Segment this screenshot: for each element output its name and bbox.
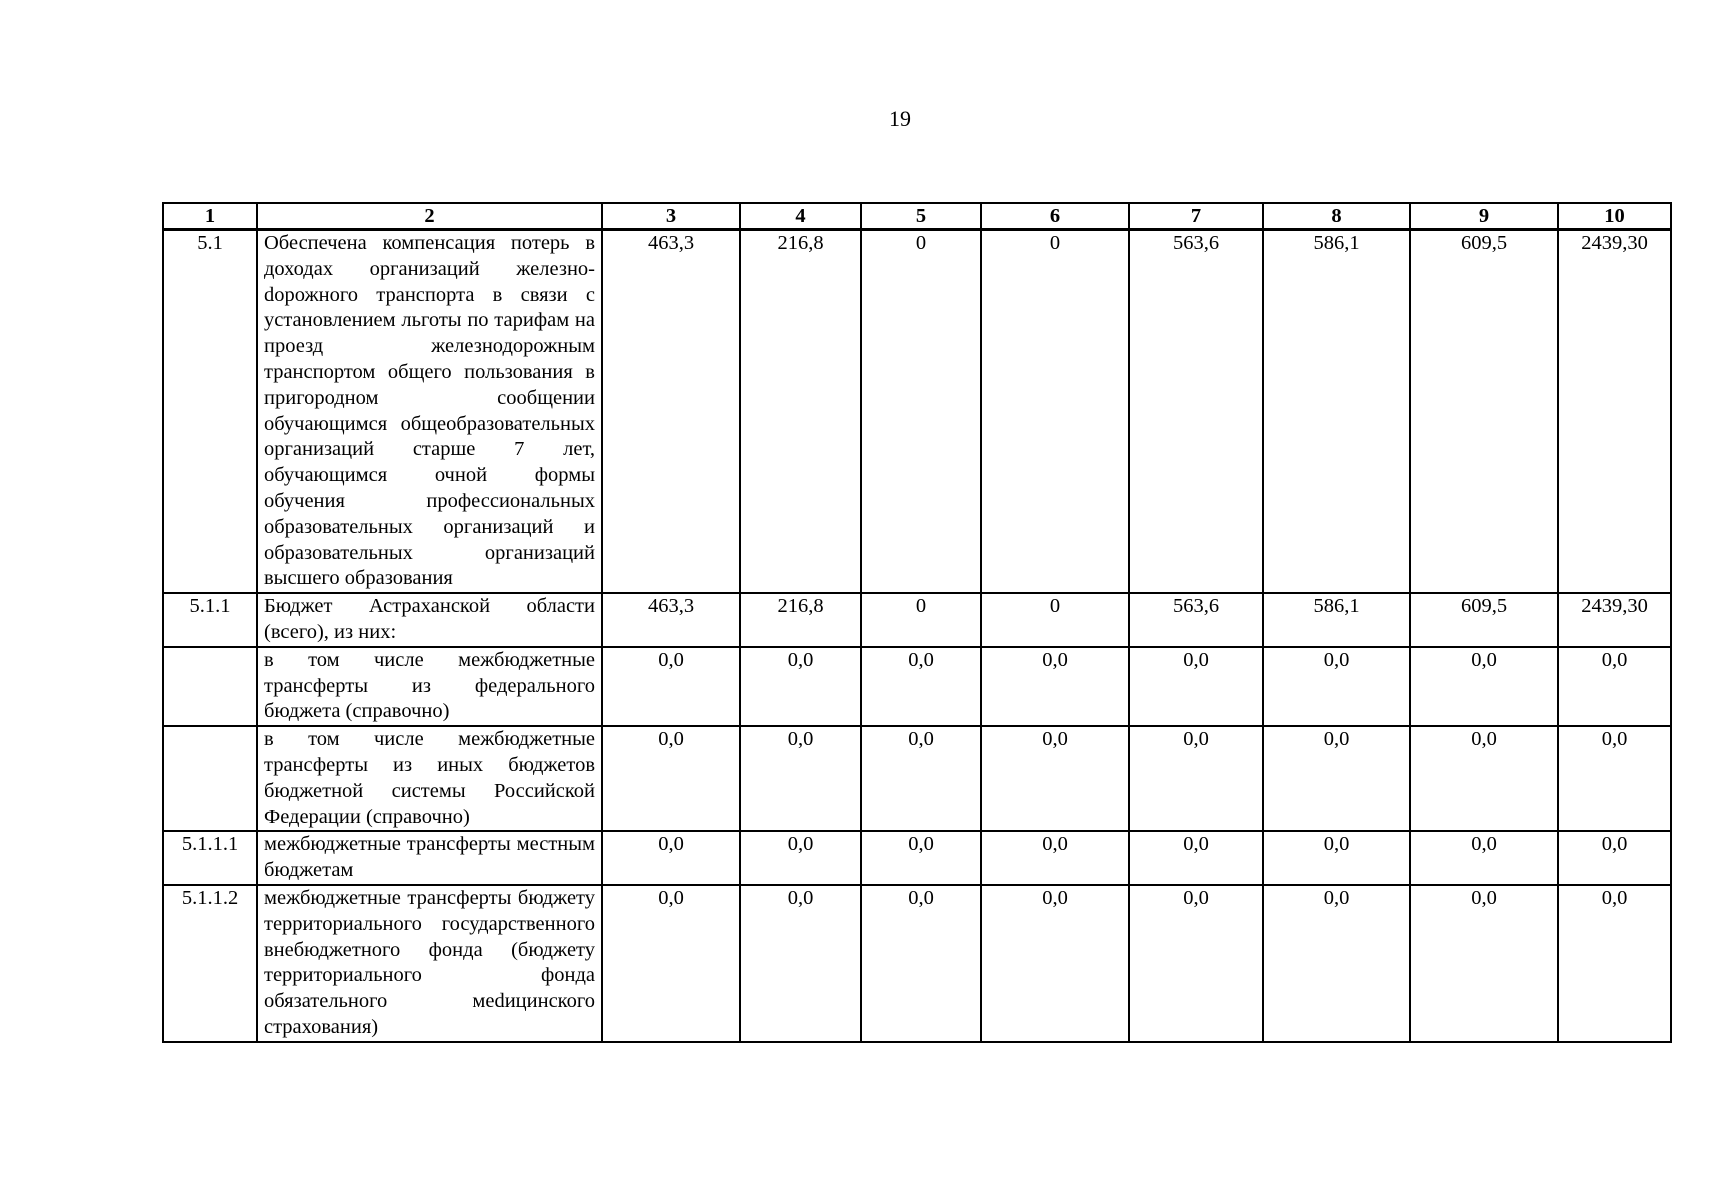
value-cell: 0,0: [1410, 885, 1558, 1042]
value-cell: 0,0: [981, 885, 1129, 1042]
header-row: [163, 203, 1671, 230]
value-cell: 0,0: [1129, 647, 1263, 726]
value-cell: 0,0: [981, 647, 1129, 726]
value-cell: 0,0: [981, 831, 1129, 885]
value-cell: 0,0: [602, 831, 740, 885]
row-index: 5.1.1.1: [163, 831, 257, 885]
value-cell: 0: [861, 593, 981, 647]
value-cell: 0: [861, 230, 981, 594]
row-description: в том числе межбюджетные трансферты из иных бюджетов бюджетной системы Российской Федерации (справочно): [257, 726, 602, 831]
column-header: 8: [1263, 203, 1410, 230]
value-cell: 586,1: [1263, 230, 1410, 594]
value-cell: 586,1: [1263, 593, 1410, 647]
table-row: [163, 726, 1671, 831]
value-cell: 0,0: [1263, 647, 1410, 726]
value-cell: 0,0: [1558, 885, 1671, 1042]
row-description: Обеспечена компенсация потерь в доходах организаций железноdорожного транспорта в связи с установлением льготы по тарифам на проезд железнодорожным транспортом общего пользования в пригородном сообщении обучающимся общеобразовательных организаций старше 7 лет, обучающимся очной формы обучения профессиональных образовательных организаций и образовательных организаций высшего образования: [257, 230, 602, 594]
row-index: [163, 647, 257, 726]
value-cell: 0,0: [1129, 885, 1263, 1042]
value-cell: 0,0: [1558, 726, 1671, 831]
row-description: межбюджетные трансферты местным бюджетам: [257, 831, 602, 885]
value-cell: 0,0: [1129, 726, 1263, 831]
value-cell: 2439,30: [1558, 593, 1671, 647]
value-cell: 216,8: [740, 230, 861, 594]
value-cell: 216,8: [740, 593, 861, 647]
value-cell: 0,0: [1263, 831, 1410, 885]
value-cell: 0,0: [1410, 831, 1558, 885]
column-header: 6: [981, 203, 1129, 230]
value-cell: 0,0: [602, 647, 740, 726]
value-cell: 0: [981, 230, 1129, 594]
value-cell: 0,0: [602, 726, 740, 831]
column-header: 1: [163, 203, 257, 230]
value-cell: 0,0: [1263, 726, 1410, 831]
value-cell: 2439,30: [1558, 230, 1671, 594]
table-body: [163, 230, 1671, 1042]
row-index: 5.1.1: [163, 593, 257, 647]
value-cell: 0,0: [861, 885, 981, 1042]
value-cell: 0,0: [1558, 831, 1671, 885]
budget-table: [162, 202, 1672, 1043]
table-row: [163, 885, 1671, 1042]
column-header: 3: [602, 203, 740, 230]
table-row: [163, 230, 1671, 594]
value-cell: 609,5: [1410, 593, 1558, 647]
row-index: [163, 726, 257, 831]
value-cell: 0,0: [740, 831, 861, 885]
table-row: [163, 647, 1671, 726]
value-cell: 0,0: [861, 647, 981, 726]
column-header: 9: [1410, 203, 1558, 230]
value-cell: 0,0: [740, 726, 861, 831]
column-header: 7: [1129, 203, 1263, 230]
value-cell: 0,0: [861, 726, 981, 831]
value-cell: 463,3: [602, 230, 740, 594]
value-cell: 0,0: [740, 647, 861, 726]
value-cell: 0,0: [1129, 831, 1263, 885]
value-cell: 0: [981, 593, 1129, 647]
value-cell: 463,3: [602, 593, 740, 647]
column-header: 10: [1558, 203, 1671, 230]
value-cell: 0,0: [740, 885, 861, 1042]
value-cell: 0,0: [1410, 647, 1558, 726]
value-cell: 563,6: [1129, 230, 1263, 594]
value-cell: 0,0: [1263, 885, 1410, 1042]
row-index: 5.1.1.2: [163, 885, 257, 1042]
value-cell: 563,6: [1129, 593, 1263, 647]
value-cell: 0,0: [981, 726, 1129, 831]
column-header: 5: [861, 203, 981, 230]
value-cell: 0,0: [861, 831, 981, 885]
table-row: [163, 593, 1671, 647]
table-row: [163, 831, 1671, 885]
row-description: Бюджет Астраханской области (всего), из них:: [257, 593, 602, 647]
value-cell: 0,0: [1558, 647, 1671, 726]
column-header: 4: [740, 203, 861, 230]
value-cell: 609,5: [1410, 230, 1558, 594]
column-header: 2: [257, 203, 602, 230]
row-description: в том числе межбюджетные трансферты из федерального бюджета (справочно): [257, 647, 602, 726]
value-cell: 0,0: [1410, 726, 1558, 831]
row-description: межбюджетные трансферты бюджету территориального государственного внебюджетного фонда (бюджету территориального фонда обязательного меdицинского страхования): [257, 885, 602, 1042]
row-index: 5.1: [163, 230, 257, 594]
page-number: 19: [889, 106, 911, 131]
value-cell: 0,0: [602, 885, 740, 1042]
